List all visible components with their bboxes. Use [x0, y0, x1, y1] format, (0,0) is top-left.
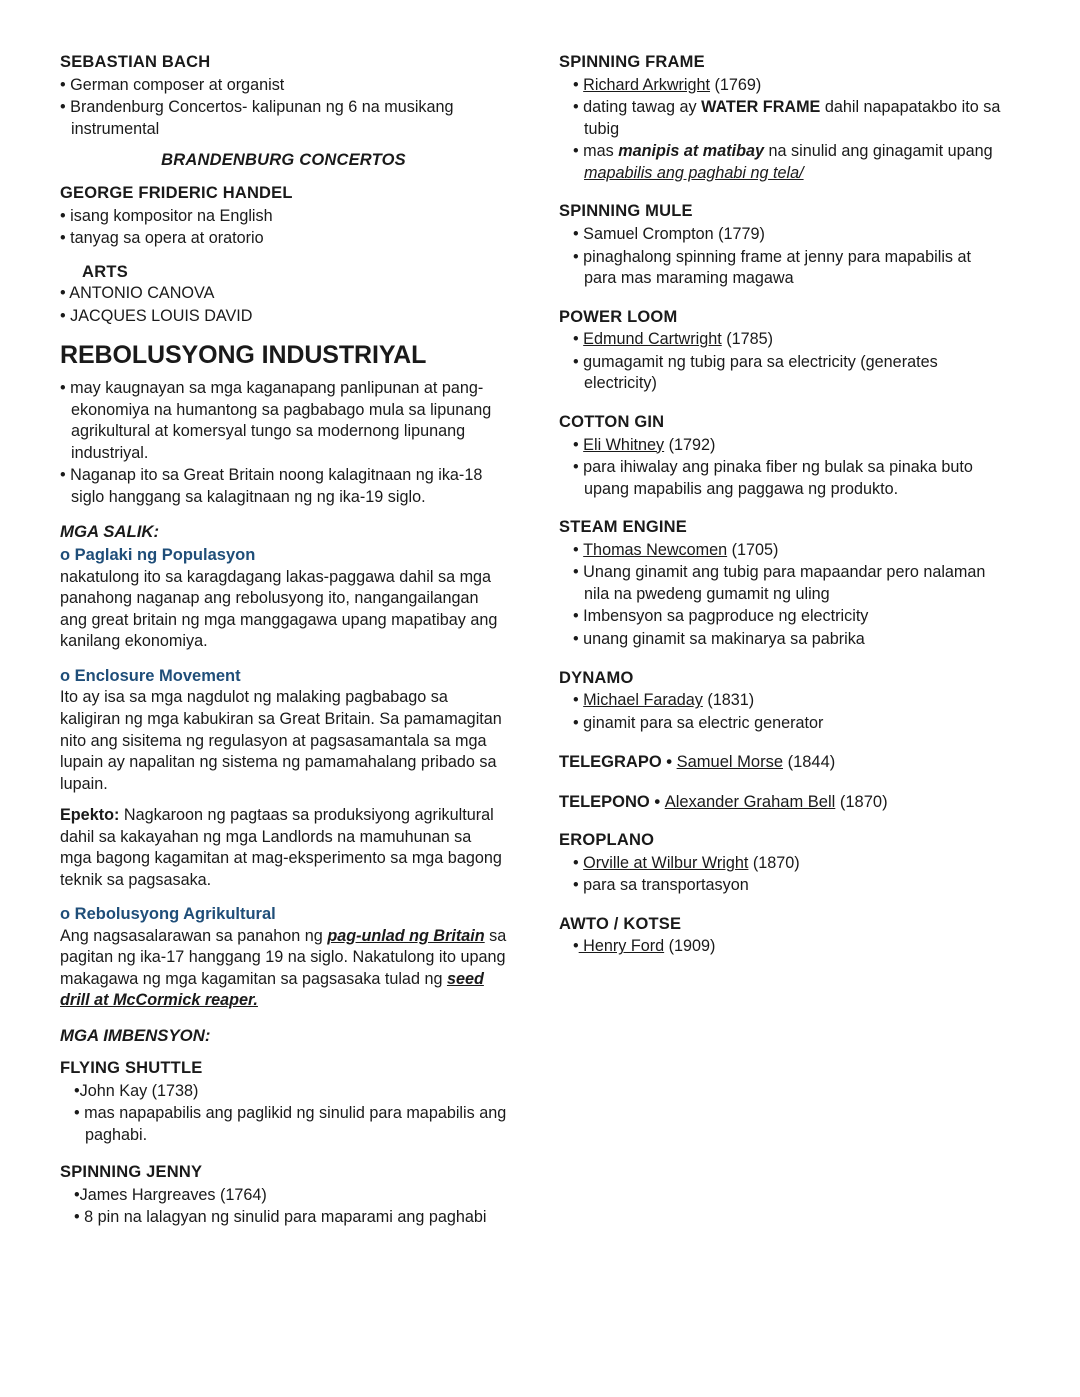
year: (1785)	[726, 330, 774, 349]
note-text: • pinaghalong spinning frame at jenny para mapabilis at para mas maraming magawa	[573, 247, 972, 288]
list-item	[559, 457, 1006, 500]
list-item	[559, 606, 1006, 628]
inventor-name: Samuel Morse	[676, 753, 783, 772]
list-item: • Henry Ford (1909)	[573, 937, 716, 956]
steam-engine-list	[559, 540, 1006, 651]
list-item: • JACQUES LOUIS DAVID	[60, 306, 253, 325]
list-item	[559, 247, 1006, 290]
inventor-name: Alexander Graham Bell	[664, 792, 836, 811]
list-item: • German composer at organist	[60, 75, 285, 94]
emphasis-water-frame: WATER FRAME	[701, 98, 821, 117]
note-text: • gumagamit ng tubig para sa electricity (generates electricity)	[573, 352, 938, 393]
note-text: • unang ginamit sa makinarya sa pabrika	[573, 629, 865, 648]
list-item: • Brandenburg Concertos- kalipunan ng 6 na musikang instrumental	[60, 98, 454, 138]
year: (1831)	[707, 691, 755, 710]
list-item: • isang kompositor na English	[60, 206, 273, 225]
list-item: • ANTONIO CANOVA	[60, 283, 215, 302]
inventor-name: Samuel Crompton	[583, 224, 714, 243]
heading-eroplano: EROPLANO	[559, 831, 655, 850]
note-text-cont: na sinulid ang ginagamit upang	[764, 142, 993, 161]
note-text: • para ihiwalay ang pinaka fiber ng bulak sa pinaka buto upang mapabilis ang paggawa ng produkto.	[573, 458, 973, 498]
eroplano-list	[559, 853, 1006, 897]
text-agri-part2: sa pagitan ng ika-17 hanggang 19 na siglo. Nakatulong ito upang makagawa ng mga kagamitan sa pagsasaka tulad ng	[60, 926, 507, 988]
subheading-paglaki-ng-populasyon: o Paglaki ng Populasyon	[60, 546, 256, 565]
note-text: • dating tawag ay	[573, 98, 702, 117]
list-item: • Orville at Wilbur Wright (1870)	[573, 853, 800, 872]
row-telegrapo	[559, 752, 1006, 773]
year: (1705)	[731, 540, 779, 559]
list-item: • Richard Arkwright (1769)	[573, 75, 762, 94]
arts-bullet-list	[60, 283, 507, 327]
heading-cotton-gin: COTTON GIN	[559, 412, 665, 431]
emphasis-manipis-at-matibay: manipis at matibay	[618, 142, 764, 161]
subheading-enclosure-movement: o Enclosure Movement	[60, 666, 241, 685]
cotton-gin-list	[559, 435, 1006, 501]
left-column	[60, 52, 507, 1230]
paragraph-epekto	[60, 805, 507, 891]
inventor-name: Eli Whitney	[583, 435, 665, 454]
paragraph-paglaki-ng-populasyon: nakatulong ito sa karagdagang lakas-paggawa dahil sa mga panahong naganap ang rebolusyong ito, nangangailangan ang great britain ng mga manggagawa upang mapatibay ang kanilang ekonomiya.	[60, 567, 498, 651]
year: (1870)	[835, 792, 888, 811]
heading-mga-salik: MGA SALIK:	[60, 522, 160, 542]
list-item: •John Kay (1738)	[74, 1081, 199, 1100]
inventor-name: Richard Arkwright	[583, 75, 711, 94]
dynamo-list	[559, 690, 1006, 734]
emphasis-mapabilis-ang-paghabi: mapabilis ang paghabi ng tela/	[584, 163, 804, 182]
note-text: • mas	[573, 142, 619, 161]
handel-bullet-list	[60, 206, 507, 250]
heading-dynamo: DYNAMO	[559, 668, 634, 687]
list-item	[559, 352, 1006, 395]
year: (1769)	[714, 75, 762, 94]
note-text-cont: dahil napapatakbo ito sa tubig	[584, 98, 1001, 138]
heading-spinning-jenny: SPINNING JENNY	[60, 1163, 203, 1182]
list-item	[559, 141, 1006, 184]
heading-flying-shuttle: FLYING SHUTTLE	[60, 1058, 203, 1077]
spinning-mule-list	[559, 224, 1006, 290]
subheading-rebolusyong-agrikultural: o Rebolusyong Agrikultural	[60, 905, 276, 924]
list-item: • Thomas Newcomen (1705)	[573, 540, 779, 559]
inventor-name: Michael Faraday	[583, 691, 703, 710]
list-item: • Edmund Cartwright (1785)	[573, 330, 774, 349]
heading-sebastian-bach: SEBASTIAN BACH	[60, 53, 211, 71]
list-item	[559, 629, 1006, 651]
list-item: •James Hargreaves (1764)	[74, 1185, 267, 1204]
list-item: • Naganap ito sa Great Britain noong kalagitnaan ng ika-18 siglo hanggang sa kalagitnaan ng ng ika-19 siglo.	[60, 466, 483, 506]
inventor-name: Thomas Newcomen	[583, 540, 728, 559]
page-title-rebolusyong-industriyal: REBOLUSYONG INDUSTRIYAL	[60, 341, 427, 370]
year: (1779)	[718, 224, 765, 243]
heading-spinning-frame: SPINNING FRAME	[559, 53, 705, 71]
heading-george-frideric-handel: GEORGE FRIDERIC HANDEL	[60, 184, 293, 203]
year: (1909)	[668, 937, 716, 956]
label-telegrapo: TELEGRAPO •	[559, 753, 677, 772]
list-item: • mas napapabilis ang paglikid ng sinulid para mapabilis ang paghabi.	[74, 1104, 507, 1144]
list-item: • may kaugnayan sa mga kaganapang panlipunan at pang-ekonomiya na humantong sa pagbabago mula sa lipunang agrikultural at komersyal tungo sa modernong lipunang industriyal.	[60, 379, 492, 462]
flying-shuttle-bullet-list	[60, 1081, 507, 1147]
list-item	[559, 562, 1006, 605]
list-item	[559, 713, 1006, 735]
note-text: • Unang ginamit ang tubig para mapaandar pero nalaman nila na pwedeng gumamit ng uling	[573, 563, 986, 603]
inventor-name: Henry Ford	[578, 937, 665, 956]
list-item: • Eli Whitney (1792)	[573, 435, 716, 454]
list-item: • para sa transportasyon	[573, 876, 749, 895]
heading-arts: ARTS	[82, 262, 129, 281]
paragraph-rebolusyong-agrikultural	[60, 926, 507, 1012]
year: (1844)	[783, 753, 836, 772]
row-telepono	[559, 792, 1006, 813]
note-text: • Imbensyon sa pagproduce ng electricity	[573, 607, 869, 626]
bach-bullet-list	[60, 75, 507, 141]
emphasis-seed-drill-mccormick-reaper: seed drill at McCormick reaper.	[60, 969, 484, 1010]
year: (1792)	[668, 435, 716, 454]
right-column	[559, 52, 1006, 959]
list-item: • tanyag sa opera at oratorio	[60, 229, 264, 248]
inventor-name: Orville at Wilbur Wright	[583, 853, 749, 872]
spinning-jenny-bullet-list	[60, 1185, 507, 1229]
heading-power-loom: POWER LOOM	[559, 307, 678, 326]
emphasis-pag-unlad-ng-britain: pag-unlad ng Britain	[327, 926, 485, 945]
heading-steam-engine: STEAM ENGINE	[559, 518, 687, 537]
caption-brandenburg-concertos: BRANDENBURG CONCERTOS	[161, 151, 406, 170]
heading-mga-imbensyon: MGA IMBENSYON:	[60, 1025, 211, 1045]
intro-bullet-list	[60, 378, 507, 508]
spinning-frame-list	[559, 75, 1006, 185]
list-item: • Michael Faraday (1831)	[573, 691, 755, 710]
two-column-layout	[60, 52, 1020, 1230]
text-epekto-body: Nagkaroon ng pagtaas sa produksiyong agrikultural dahil sa kakayahan ng mga Landlords na mamuhunan sa mga bagong kagamitan at mag-eksperimento sa mga bagong teknik sa pagsasaka.	[60, 806, 502, 889]
text-agri-part1: Ang nagsasalarawan sa panahon ng	[60, 926, 328, 945]
heading-spinning-mule: SPINNING MULE	[559, 202, 693, 221]
power-loom-list	[559, 329, 1006, 395]
heading-awto-kotse: AWTO / KOTSE	[559, 914, 682, 933]
list-item: • 8 pin na lalagyan ng sinulid para maparami ang paghabi	[74, 1208, 487, 1227]
inventor-name: Edmund Cartwright	[583, 330, 722, 349]
list-item: • Samuel Crompton (1779)	[573, 224, 765, 243]
awto-list	[559, 936, 1006, 958]
list-item	[559, 97, 1006, 140]
note-text: • ginamit para sa electric generator	[573, 713, 824, 732]
label-telepono: TELEPONO •	[559, 792, 665, 811]
year: (1870)	[752, 853, 800, 872]
paragraph-enclosure-movement: Ito ay isa sa mga nagdulot ng malaking pagbabago sa kaligiran ng mga kabukiran sa Great Britain. Sa pamamagitan nito ang sisitema ng regulasyon at pagsasamantala sa mga lupain ay napalitan ng sistema ng pamamahalang pribado sa lupain.	[60, 688, 502, 793]
label-epekto: Epekto:	[60, 806, 120, 825]
